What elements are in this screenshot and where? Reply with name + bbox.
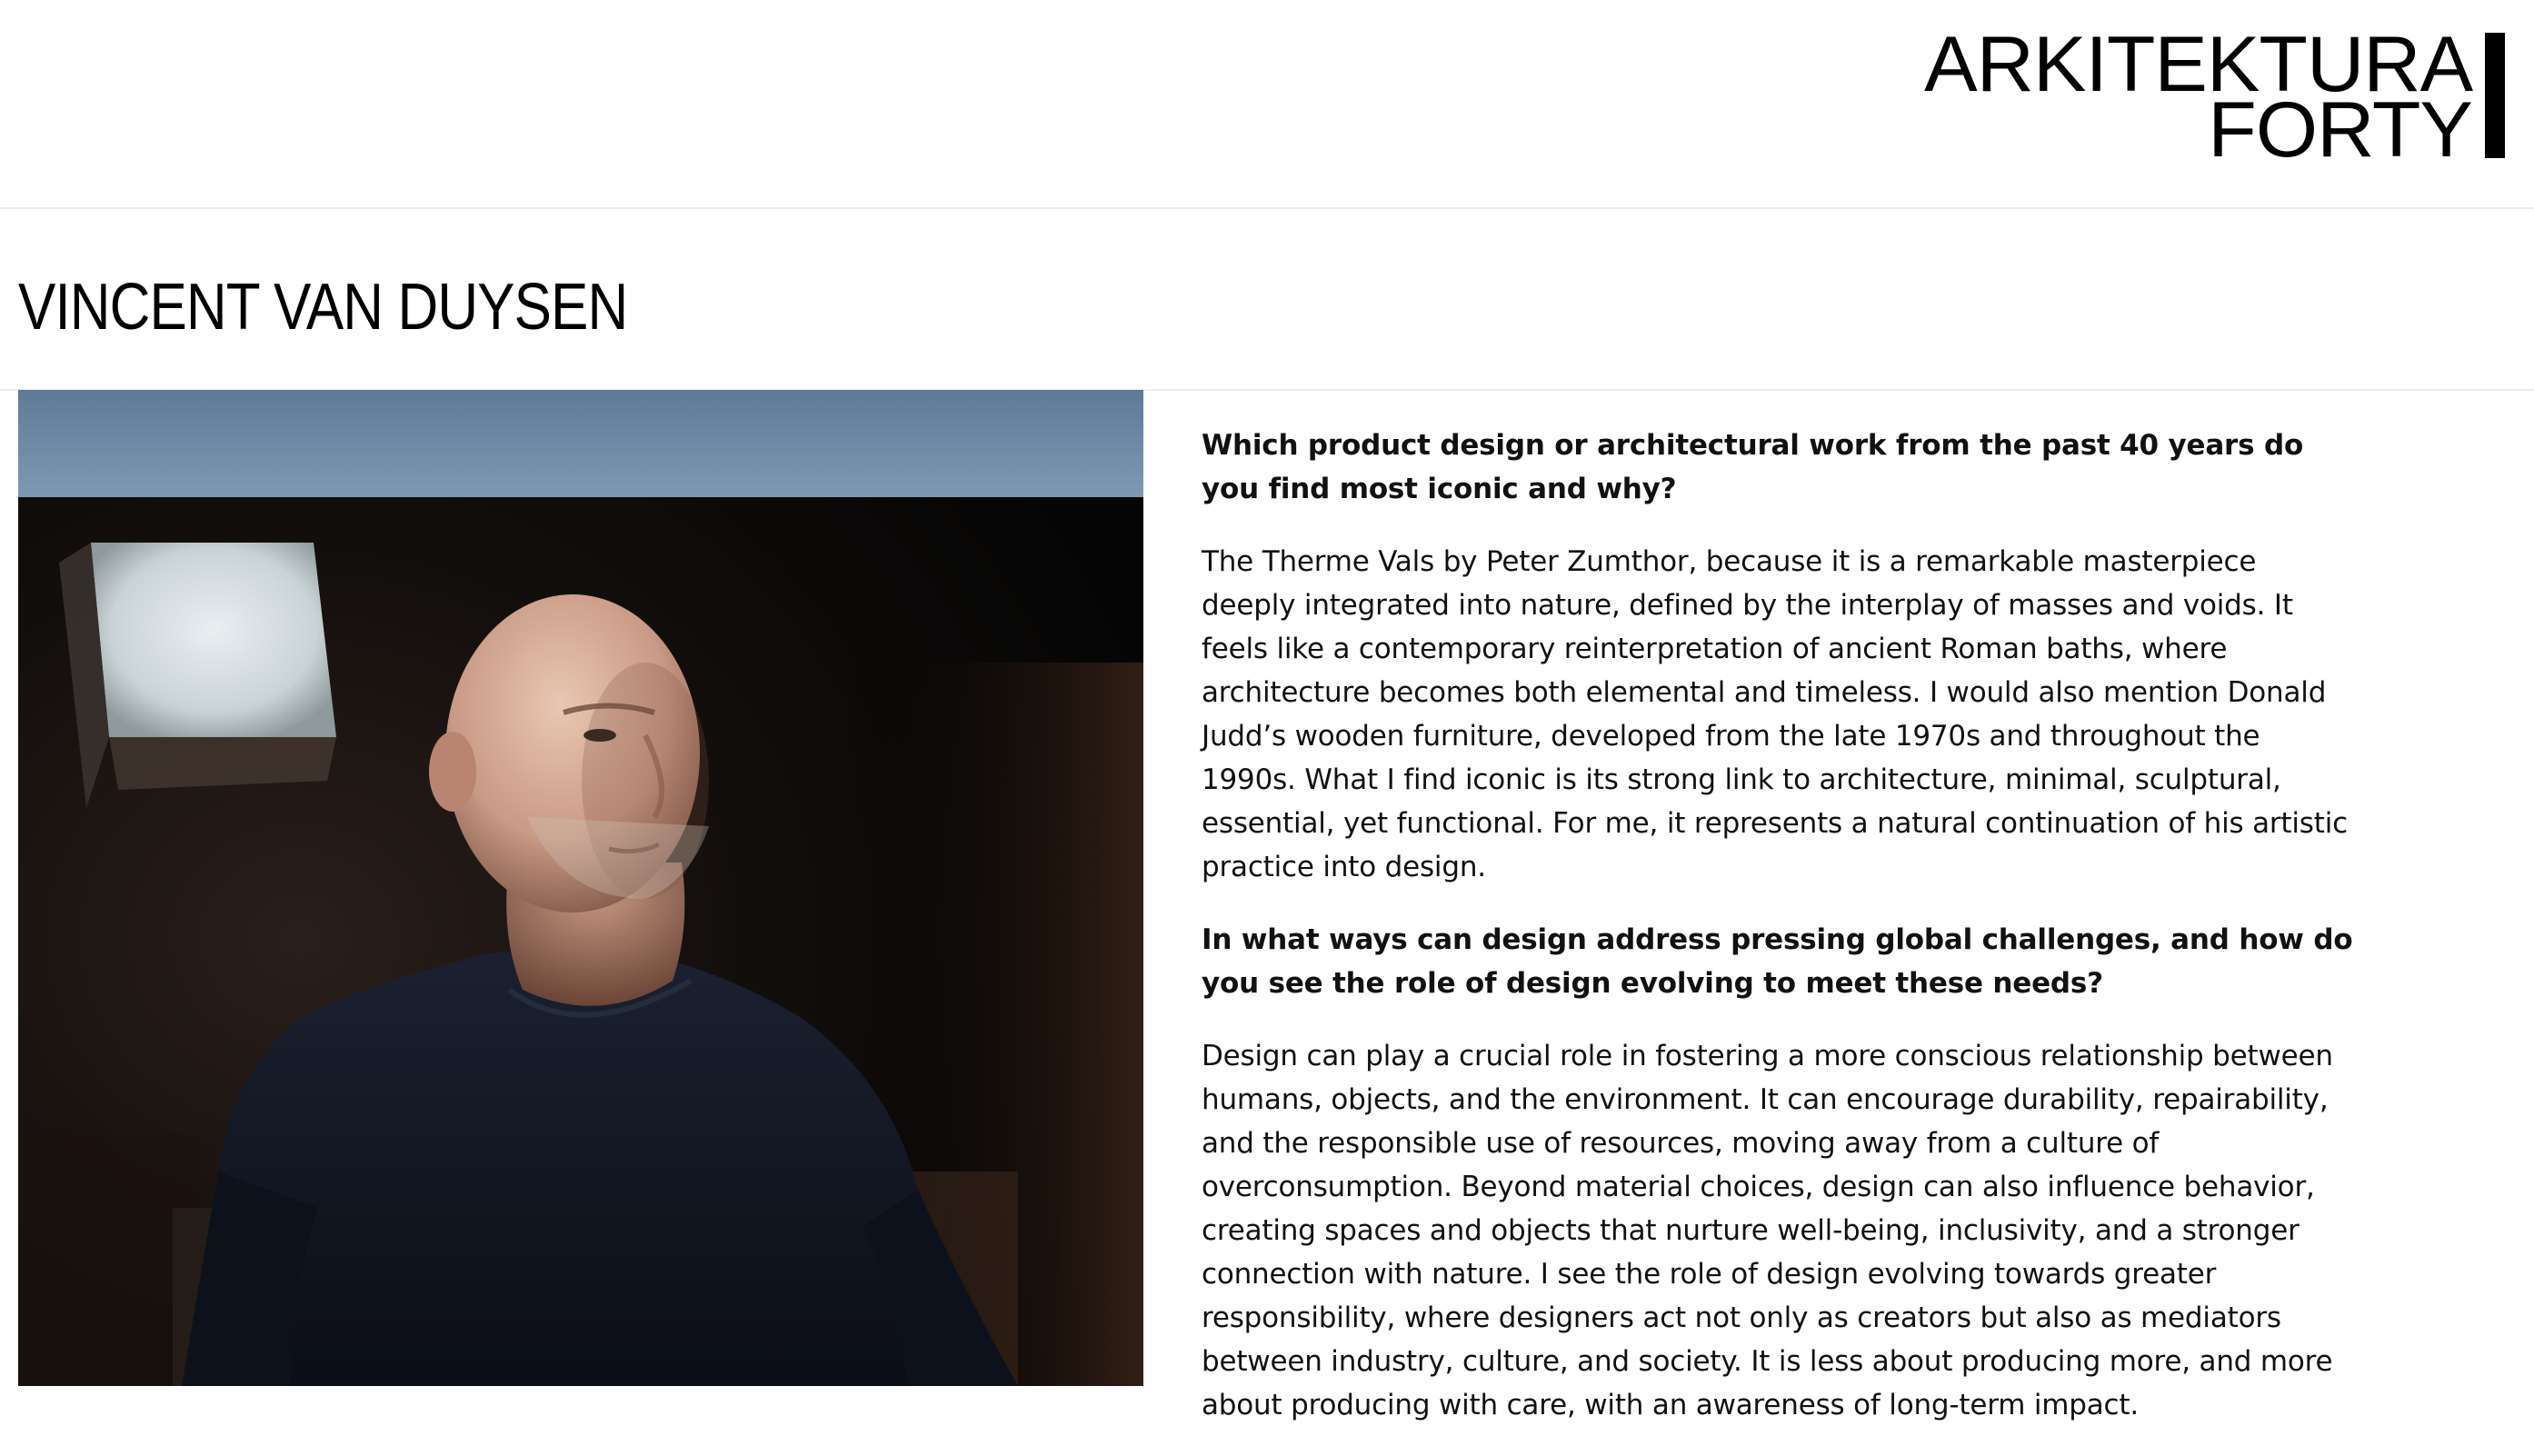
logo-wordmark [1924,21,2485,174]
logo-line-1: ARKITEKTURA [1924,21,2472,108]
page-title: VINCENT VAN DUYSEN [18,271,628,344]
logo-line-2: FORTY [2208,86,2472,174]
answer-2: Design can play a crucial role in fostering a more conscious relationship between humans, objects, and the environment. It can encourage durability, repairability, and the responsible use of resources, moving away from a culture of overconsumption. Beyond material choices, design can also influence behavior, creating spaces and objects that nurture well-being, inclusivity, and a stronger connection with nature. I see the role of design evolving towards greater responsibility, where designers act not only as creators but also as mediators between industry, culture, and society. It is less about producing more, and more about producing with care, with an awareness of long-term impact. [1202,1040,2333,1421]
question-2: In what ways can design address pressing global challenges, and how do you see the role of design evolving to meet these needs? [1202,923,2353,1000]
portrait-photo [18,390,1143,1386]
site-logo[interactable] [1924,21,2505,174]
answer-1: The Therme Vals by Peter Zumthor, because it is a remarkable masterpiece deeply integrated into nature, defined by the interplay of masses and voids. It feels like a contemporary reinterpretation of ancient Roman baths, where architecture becomes both elemental and timeless. I would also mention Donald Judd’s wooden furniture, developed from the late 1970s and throughout the 1990s. What I find iconic is its strong link to architecture, minimal, sculptural, essential, yet functional. For me, it represents a natural continuation of his artistic practice into design. [1202,545,2348,883]
question-1: Which product design or architectural work from the past 40 years do you find most iconic and why? [1202,429,2304,505]
portrait-illustration [18,390,1143,1386]
logo-bar [2485,33,2505,158]
interview-article [1202,424,2356,1456]
site-header [0,0,2534,209]
